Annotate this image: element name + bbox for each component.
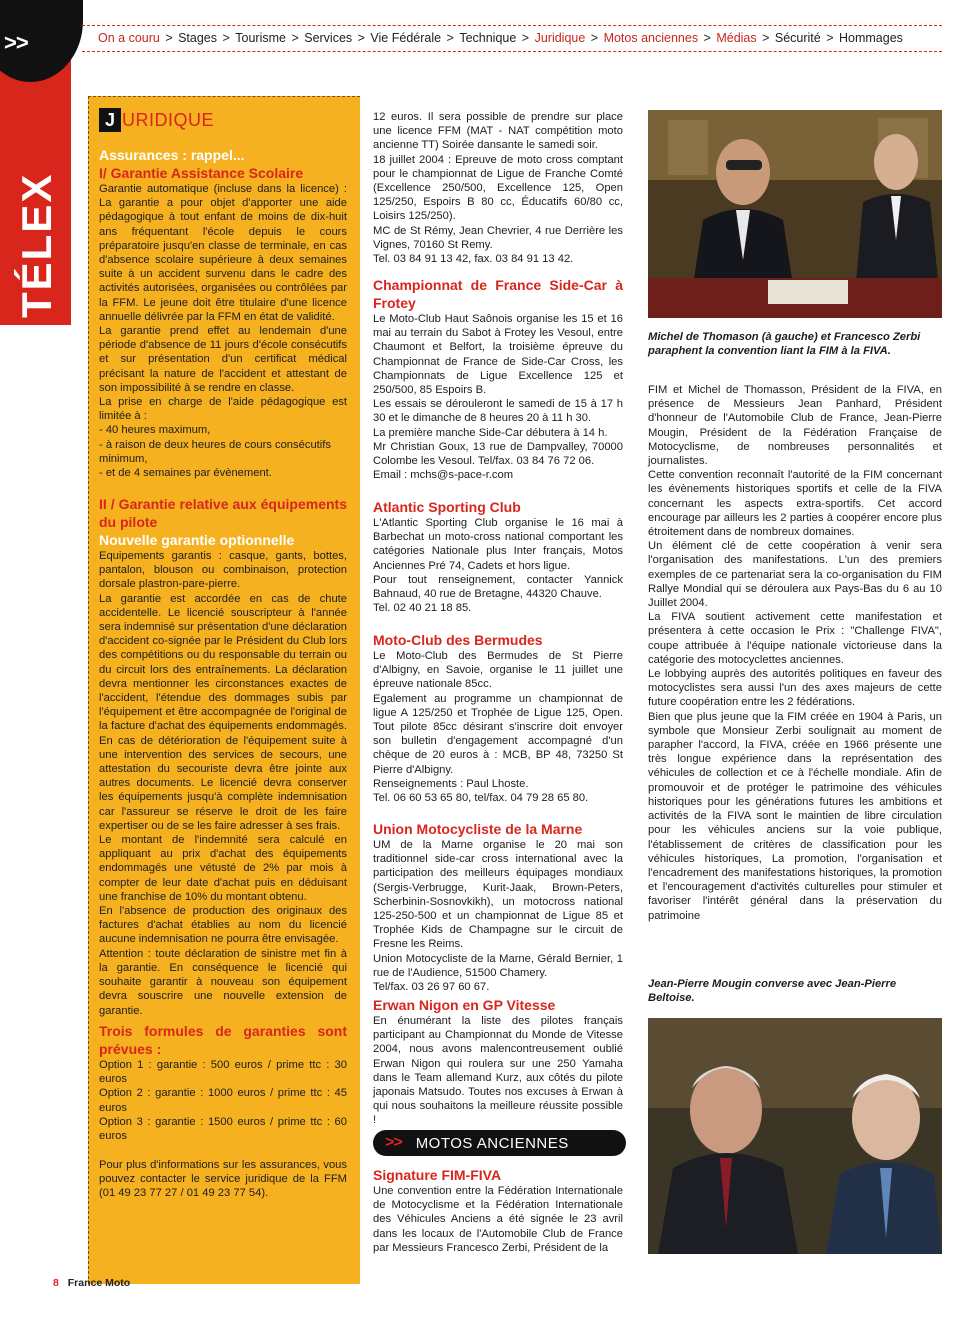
breadcrumb-separator: >: [443, 31, 458, 45]
section2-paragraph: En l'absence de production des originaux des factures d'achat établies au nom du licencié aucune indemnisation ne pourra être envisagée.: [99, 905, 347, 946]
fim-fiva-paragraph: Bien que plus jeune que la FIM créée en 1904 à Paris, un symbole que Monsieur Zerbi soulignait au moment de parapher l'accord, la FIVA, créée en 1966 présente une très longue expérience dans la représentation des véhicules de collection et ce à l'échelle mondiale. Afin de promouvoir et de protéger le patrimoine des véhicules historiques pour les générations futures les ambitions et activités de la FIVA sont le maintien de libre circulation pour les véhicules anciens sur la voie publique, l'établissement de critères de classification pour les véhicules historiques, La promotion, l'organisation et l'encadrement des manifestations historiques, la promotion et l'encouragement d'activités culturelles pour stimuler et favoriser l'intérêt général dans la préservation du patrimoine: [648, 710, 942, 922]
panel-dashed-left: [88, 96, 89, 1284]
breadcrumb-item[interactable]: On a couru: [98, 31, 160, 45]
signature-paragraph: Une convention entre la Fédération Internationale de Motocyclisme et la Fédération Internationale des Véhicules Anciens a été signée le 23 avril dans les locaux de l'Automobile Club de France par Messieurs Francesco Zerbi, Président de la: [373, 1185, 623, 1254]
breadcrumb-item[interactable]: Vie Fédérale: [370, 31, 442, 45]
breadcrumb-item[interactable]: Tourisme: [235, 31, 286, 45]
bermudes-paragraph: Egalement au programme un championnat de ligue A 125/250 et Trophée de Ligue 125, Open. Tout pilote 85cc désirant s'inscrire doit envoyer son bulletin d'engagement accompagné d'un chèque de 20 euros à : MCB, BP 48, 73250 St Pierre d'Albigny.: [373, 692, 623, 776]
photo1-caption: Michel de Thomason (à gauche) et Francesco Zerbi paraphent la convention liant la FIM à la FIVA.: [648, 331, 921, 358]
fim-fiva-paragraph: Cette convention reconnaît l'autorité de la FIM concernant les évènements historiques sportifs et celle de la FIVA concernant les aspects extra-sportifs. Cet accord encourage par ailleurs les 2 parties à coopérer encore plus étroitement dans de nombreux domaines.: [648, 469, 942, 539]
sidecar-paragraph: Email : mchs@s-pace-r.com: [373, 469, 514, 482]
atlantic-paragraph: L'Atlantic Sporting Club organise le 16 mai à Barbechat un moto-cross national comportant les catégories Nationale plus Inter français, Motos Anciennes Pré 74, Cadets et hors ligue.: [373, 517, 623, 572]
section2-heading: II / Garantie relative aux équipements du pilote: [99, 496, 347, 530]
section2-subheading: Nouvelle garantie optionnelle: [99, 532, 295, 548]
assurances-heading: Assurances : rappel...: [99, 147, 245, 163]
marne-paragraph: UM de la Marne organise le 20 mai son traditionnel side-car cross international avec la participation des meilleurs équipages mondiaux (Sergis-Verbrugge, Kurit-Jaak, Brown-Peters, Scherbinin-Sosnovkikh), un motocross national 125-250-500 et un championnat de Ligue 85 et Trophée Kids de Champagne sur le circuit de Fresne les Reims.: [373, 839, 623, 951]
breadcrumb-rule-bottom: [82, 51, 942, 52]
photo-conversation-illustration: [648, 1018, 942, 1254]
sidecar-paragraph: La première manche Side-Car débutera à 14 h.: [373, 426, 608, 439]
atlantic-paragraph: Pour tout renseignement, contacter Yannick Bahnaud, 40 rue de Bretagne, 44320 Chauve.: [373, 573, 623, 601]
sidecar-paragraph: Le Moto-Club Haut Saônois organise les 15 et 16 mai au terrain du Sabot à Frotey les Vesoul, entre Chaumont et Belfort, la troisième épreuve du Championnat de France de Side-Car Cross, les Championnats de Ligue Excellence 125 et 250/500, 85 Espoirs B.: [373, 313, 623, 397]
assurance-section-2: [99, 495, 347, 1018]
juridique-header: [99, 108, 214, 132]
option-item: Option 3 : garantie : 1500 euros / prime ttc : 60 euros: [99, 1115, 347, 1143]
double-arrow-icon: >>: [385, 1134, 402, 1151]
juridique-initial: J: [99, 108, 121, 132]
section3-heading: Trois formules de garanties sont prévues :: [99, 1023, 347, 1057]
page-footer: [53, 1277, 130, 1289]
panel-dashed-top: [88, 96, 360, 97]
section1-paragraph: Garantie automatique (incluse dans la licence) : La garantie a pour objet d'apporter une aide pédagogique à tout enfant de moins de dix-huit ans fréquentant l'école depuis le cours préparatoire jusqu'en classe de terminale, en cas d'absence scolaire supérieure à deux semaines suite à un accident survenu dans le cadre des activités autorisées, organisées ou contrôlées par la FFM. Le jeune doit être titulaire d'une licence annuelle délivrée par la FFM en état de validité.: [99, 183, 347, 323]
telex-band: [0, 55, 71, 325]
breadcrumb-item[interactable]: Services: [304, 31, 353, 45]
atlantic-paragraph: Tel. 02 40 21 18 85.: [373, 602, 472, 615]
breadcrumb-separator: >: [822, 31, 837, 45]
middle-intro: [373, 110, 623, 266]
breadcrumb-separator: >: [587, 31, 602, 45]
article-bermudes: [373, 631, 623, 805]
marne-heading: Union Motocycliste de la Marne: [373, 821, 583, 837]
assurance-section-1: [99, 146, 347, 480]
nigon-paragraph: En énumérant la liste des pilotes français participant au Championnat du Monde de Vitesse 2004, nous avons malencontreusement oublié Erwan Nigon qui roulera sur une 250 Yamaha dans le Team allemand Kurz, aux côtés du pilote japonais Matsudo. Toutes nos excuses à Erwan à qui nous souhaitons la meilleure réussite possible !: [373, 1015, 623, 1127]
breadcrumb-item[interactable]: Sécurité: [774, 31, 821, 45]
telex-title: TÉLEX: [13, 172, 60, 318]
breadcrumb-separator: >: [758, 31, 773, 45]
breadcrumb-item[interactable]: Technique: [459, 31, 517, 45]
section1-heading: I/ Garantie Assistance Scolaire: [99, 165, 304, 181]
photo-signing-illustration: [648, 110, 942, 318]
sidecar-paragraph: Les essais se dérouleront le samedi de 15 à 17 h 30 et le dimanche de 8 heures 20 à 11 h 30.: [373, 398, 623, 425]
section1-paragraph: La prise en charge de l'aide pédagogique est limitée à :: [99, 396, 347, 423]
motos-anciennes-banner: [373, 1130, 626, 1156]
section1-list-item: - 40 heures maximum,: [99, 424, 211, 437]
section2-paragraph: Attention : toute déclaration de sinistre met fin à la garantie. En conséquence le licencié qui souhaite garantir à nouveau son équipement devra souscrire une nouvelle extension de garantie.: [99, 947, 347, 1017]
bermudes-heading: Moto-Club des Bermudes: [373, 632, 543, 648]
option-item: Option 2 : garantie : 1000 euros / prime ttc : 45 euros: [99, 1087, 347, 1114]
section2-paragraph: La garantie est accordée en cas de chute accidentelle. Le licencié souscripteur à l'année sera indemnisé sur présentation d'une déclaration d'accident co-signée par le Président du Club lors des compétitions ou du responsable du terrain ou du circuit lors des entraînements. La déclaration devra mentionner les circonstances exactes de l'accident, l'étendue des dommages subis par l'équipement et être accompagnée de l'original de la facture d'achat des équipements endommagés. En cas de détérioration de l'équipement suite à une intervention des services de secours, une attestation du secouriste devra être jointe aux autres documents. Le licencié devra conserver les équipements jusqu'à complète indemnisation car l'assureur se réserve le droit de les faire expertiser ou de se les faire adresser à ses frais.: [99, 592, 347, 832]
breadcrumb-item[interactable]: Stages: [178, 31, 218, 45]
bermudes-paragraph: Renseignements : Paul Lhoste.: [373, 777, 529, 790]
section1-paragraph: La garantie prend effet au lendemain d'une période d'absence de 11 jours d'école consécutifs et sur présentation d'un certificat médical précisant la nature de l'accident et attestant de son impossibilité à se rendre en classe.: [99, 325, 347, 394]
breadcrumb: [98, 31, 903, 45]
fim-fiva-paragraph: Le lobbying auprès des autorités politiques en faveur des motocyclistes sera aussi l'un des axes majeurs de cette future coopération entre les 2 fédérations.: [648, 668, 942, 709]
sidecar-paragraph: Mr Christian Goux, 13 rue de Dampvalley, 70000 Colombe les Vesoul. Tel/fax. 03 84 76 72 06.: [373, 440, 623, 468]
breadcrumb-item[interactable]: Motos anciennes: [603, 31, 699, 45]
article-sidecar: [373, 276, 623, 482]
breadcrumb-separator: >: [354, 31, 369, 45]
signature-heading: Signature FIM-FIVA: [373, 1167, 502, 1183]
section1-list-item: - à raison de deux heures de cours consécutifs minimum,: [99, 438, 331, 465]
sidecar-heading: Championnat de France Side-Car à Frotey: [373, 277, 623, 311]
intro-paragraph: MC de St Rémy, Jean Chevrier, 4 rue Derrière les Vignes, 70160 St Remy.: [373, 224, 623, 251]
nigon-heading: Erwan Nigon en GP Vitesse: [373, 997, 556, 1013]
photo-signing-ceremony: [648, 110, 942, 318]
section1-list-item: - et de 4 semaines par évènement.: [99, 467, 272, 480]
bermudes-paragraph: Tel. 06 60 53 65 80, tel/fax. 04 79 28 65 80.: [373, 792, 589, 805]
magazine-name: France Moto: [67, 1277, 131, 1289]
page-number: 8: [53, 1277, 59, 1289]
section2-paragraph: Equipements garantis : casque, gants, bottes, pantalon, blouson ou combinaison, protection dorsale plastron-pare-pierre.: [99, 550, 347, 591]
bermudes-paragraph: Le Moto-Club des Bermudes de St Pierre d'Albigny, en Savoie, organise le 11 juillet une épreuve nationale 85cc.: [373, 650, 623, 691]
fim-fiva-paragraph: La FIVA soutient activement cette manifestation et présentera à cette occasion le Prix : "Challenge FIVA", coupe attribuée à l'équipe nationale victorieuse dans la catégorie des motocyclettes anciennes.: [648, 611, 942, 666]
breadcrumb-separator: >: [161, 31, 177, 45]
breadcrumb-item[interactable]: Juridique: [534, 31, 586, 45]
option-item: Option 1 : garantie : 500 euros / prime ttc : 30 euros: [99, 1059, 347, 1086]
section2-paragraph: Le montant de l'indemnité sera calculé en appliquant au prix d'achat des équipements endommagés une vétusté de 2% par mois à compter de leur date d'achat puis en déduisant une franchise de 10% du montant obtenu.: [99, 834, 347, 903]
article-signature: [373, 1166, 623, 1255]
breadcrumb-item[interactable]: Hommages: [838, 31, 903, 45]
assurance-contact: Pour plus d'informations sur les assurances, vous pouvez contacter le service juridique de la FFM (01 49 23 77 27 / 01 49 23 77 54).: [99, 1159, 347, 1200]
marne-paragraph: Union Motocycliste de la Marne, Gérald Bernier, 1 rue de l'Audience, 51500 Chamery.: [373, 952, 623, 979]
motos-anciennes-label: MOTOS ANCIENNES: [415, 1134, 569, 1152]
breadcrumb-separator: >: [219, 31, 234, 45]
intro-paragraph: 12 euros. Il sera possible de prendre sur place une licence FFM (MAT - NAT compétition moto ancienne TT) Soirée dansante le samedi soir.: [373, 111, 623, 152]
fim-fiva-paragraph: Un élément clé de cette coopération à venir sera l'organisation des manifestations. L'un des premiers exemples de ce partenariat sera la co-organisation du FIM Rallye Mondial qui se déroulera aux Pays-Bas du 6 au 10 Juillet 2004.: [648, 540, 942, 610]
breadcrumb-separator: >: [287, 31, 303, 45]
marne-paragraph: Tel/fax. 03 26 97 60 67.: [373, 981, 490, 994]
article-nigon: [373, 996, 623, 1128]
breadcrumb-rule-top: [82, 25, 942, 26]
breadcrumb-item[interactable]: Médias: [716, 31, 757, 45]
assurance-section-3: [99, 1022, 347, 1143]
breadcrumb-separator: >: [518, 31, 533, 45]
article-fim-fiva: [648, 383, 942, 923]
juridique-title: URIDIQUE: [122, 109, 215, 130]
photo-conversation: [648, 1018, 942, 1254]
intro-paragraph: Tel. 03 84 91 13 42, fax. 03 84 91 13 42.: [373, 253, 574, 266]
photo2-caption: Jean-Pierre Mougin converse avec Jean-Pierre Beltoise.: [648, 978, 897, 1005]
double-arrow-icon: >>: [4, 30, 28, 55]
breadcrumb-separator: >: [700, 31, 715, 45]
article-atlantic: [373, 498, 623, 615]
article-marne: [373, 820, 623, 994]
intro-paragraph: 18 juillet 2004 : Epreuve de moto cross comptant pour le championnat de Ligue de Franche Comté (Excellence 250/500, Excellence 125, Open 125/250, Espoirs B 80 cc, Éducatifs 60/80 cc, Loisirs 125/250).: [373, 153, 623, 223]
fim-fiva-paragraph: FIM et Michel de Thomasson, Président de la FIVA, en présence de Messieurs Jean Panhard, Président d'honneur de l'Automobile Club de France, Jean-Pierre Mougin, Président de la Fédération Française de Motocyclisme, de nombreuses personnalités et journalistes.: [648, 384, 942, 468]
atlantic-heading: Atlantic Sporting Club: [373, 499, 521, 515]
